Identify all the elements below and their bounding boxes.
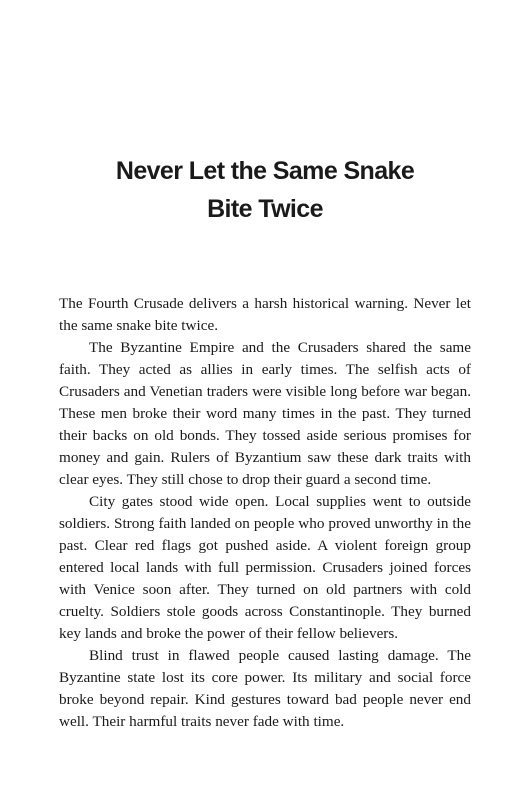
paragraph-2: The Byzantine Empire and the Crusaders shared the same faith. They acted as allies in early times. The selfish acts of Crusaders and Venetian traders were visible long before war began. These men broke their word many times in the past. They turned their backs on old bonds. They tossed aside serious promises for money and gain. Rulers of Byzantium saw these dark traits with clear eyes. They still chose to drop their guard a second time. (59, 339, 471, 488)
paragraph-1: The Fourth Crusade delivers a harsh historical warning. Never let the same snake bite twice. (59, 295, 471, 334)
paragraph-4: Blind trust in flawed people caused lasting damage. The Byzantine state lost its core power. Its military and social force broke beyond repair. Kind gestures toward bad people never end well. Their harmful traits never fade with time. (59, 647, 471, 730)
chapter-title-line-1: Never Let the Same Snake (115, 157, 415, 185)
paragraph-3: City gates stood wide open. Local supplies went to outside soldiers. Strong faith landed on people who proved unworthy in the past. Clear red flags got pushed aside. A violent foreign group entered local lands with full permission. Crusaders joined forces with Venice soon after. They turned on old partners with cold cruelty. Soldiers stole goods across Constantinople. They burned key lands and broke the power of their fellow believers. (59, 493, 471, 642)
chapter-title-line-2: Bite Twice (207, 195, 323, 223)
chapter-title (0, 152, 530, 228)
chapter-body (59, 293, 471, 733)
